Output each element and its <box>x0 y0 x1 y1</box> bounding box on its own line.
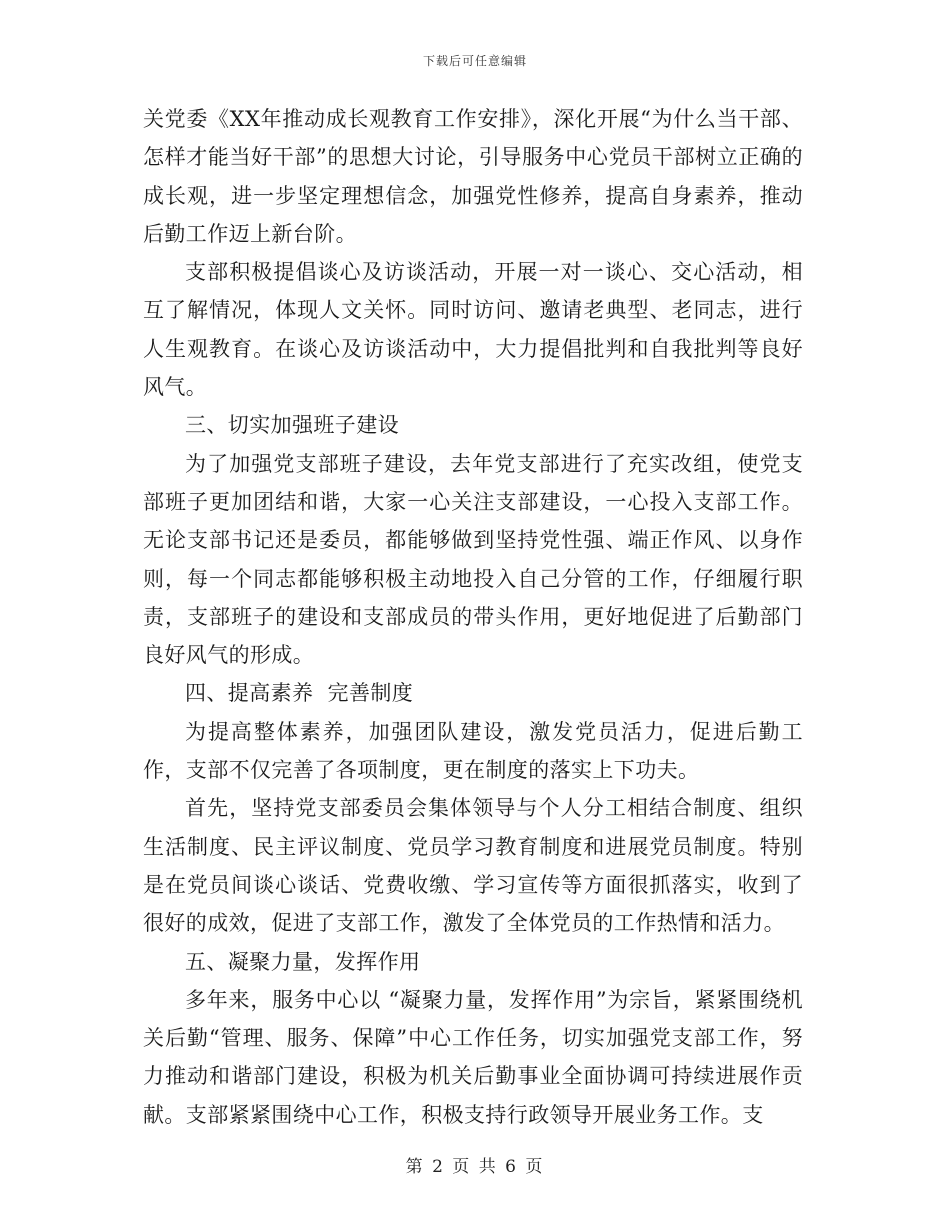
section-heading: 五、凝聚力量，发挥作用 <box>185 949 421 974</box>
section-heading: 四、提高素养 完善制度 <box>185 681 414 706</box>
paragraph: 关党委《XX年推动成长观教育工作安排》，深化开展“为什么当干部、怎样才能当好干部”的思想大讨论，引导服务中心党员干部树立正确的成长观，进一步坚定理想信念，加强党性修养，提高自身素养，推动后勤工作迈上新台阶。 <box>143 107 803 246</box>
paragraph: 多年来，服务中心以 “凝聚力量，发挥作用”为宗旨，紧紧围绕机关后勤“管理、服务、保障”中心工作任务，切实加强党支部工作，努力推动和谐部门建设，积极为机关后勤事业全面协调可持续进展作贡献。支部紧紧围绕中心工作，积极支持行政领导开展业务工作。支 <box>143 987 803 1127</box>
section-heading: 三、切实加强班子建设 <box>185 413 399 438</box>
page-number-footer: 第 2 页 共 6 页 <box>405 1157 545 1177</box>
paragraph: 为提高整体素养，加强团队建设，激发党员活力，促进后勤工作，支部不仅完善了各项制度，更在制度的落实上下功夫。 <box>143 719 803 783</box>
paragraph: 首先，坚持党支部委员会集体领导与个人分工相结合制度、组织生活制度、民主评议制度、党员学习教育制度和进展党员制度。特别是在党员间谈心谈话、党费收缴、学习宣传等方面很抓落实，收到了很好的成效，促进了支部工作，激发了全体党员的工作热情和活力。 <box>143 796 803 936</box>
paragraph: 支部积极提倡谈心及访谈活动，开展一对一谈心、交心活动，相互了解情况，体现人文关怀。同时访问、邀请老典型、老同志，进行人生观教育。在谈心及访谈活动中，大力提倡批判和自我批判等良好风气。 <box>143 260 803 400</box>
document-body <box>143 100 803 1134</box>
page-header: 下载后可任意编辑 <box>422 54 527 68</box>
paragraph: 为了加强党支部班子建设，去年党支部进行了充实改组，使党支部班子更加团结和谐，大家一心关注支部建设，一心投入支部工作。无论支部书记还是委员，都能够做到坚持党性强、端正作风、以身作则，每一个同志都能够积极主动地投入自己分管的工作，仔细履行职责，支部班子的建设和支部成员的带头作用，更好地促进了后勤部门良好风气的形成。 <box>143 451 803 668</box>
